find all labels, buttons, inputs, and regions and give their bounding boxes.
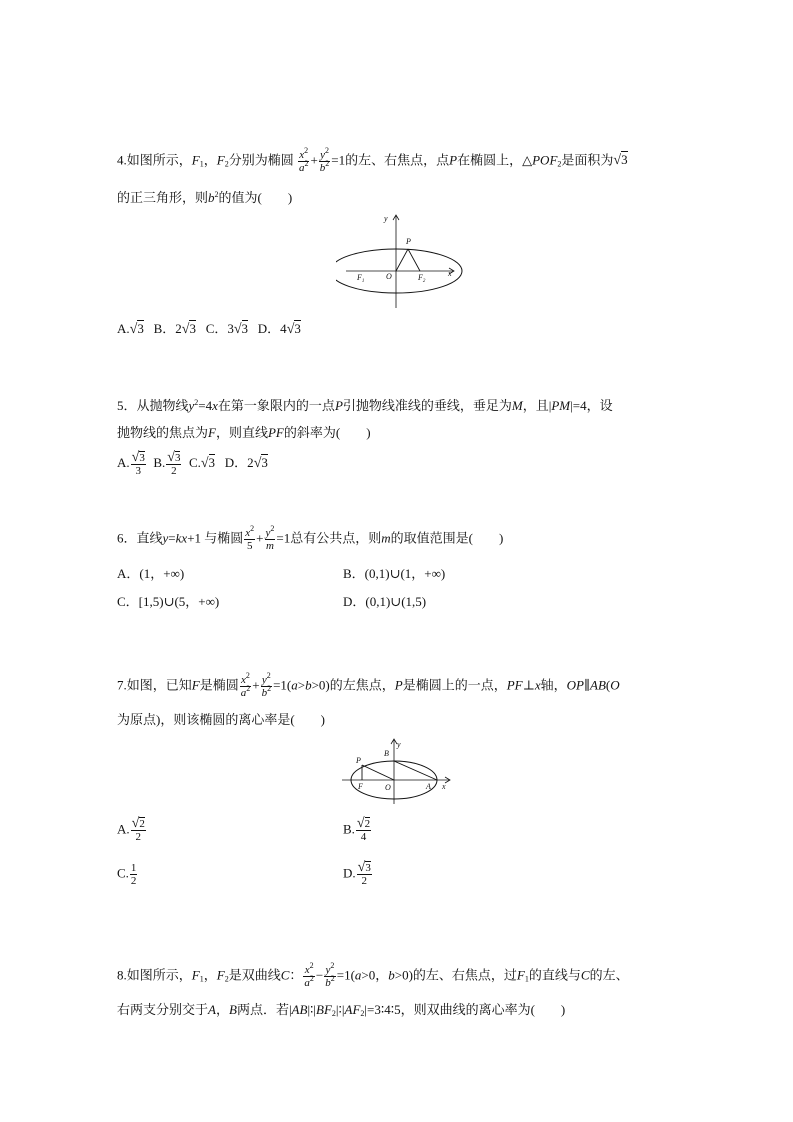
q4-frac-y: $\frac{y^2}{b^2}$ bbox=[319, 146, 330, 174]
q4-line1: 4.如图所示，$F_1$，$F_2$分别为椭圆 $\frac{x^2}{a^2}$ + $\frac{y^2}{b^2}$ =1的左、右焦点，点P在椭圆上，$\triangle POF_2$是面积为√3 bbox=[117, 146, 628, 174]
fig7-F-label: F bbox=[358, 782, 363, 791]
fig7-B-label: B bbox=[384, 749, 389, 758]
q5-option-a[interactable]: A. $\frac{√3}{3}$ bbox=[117, 450, 145, 477]
q6-option-d[interactable]: D．(0,1)∪(1,5) bbox=[343, 594, 427, 609]
fig7-x-label: x bbox=[442, 782, 446, 791]
q7-option-b[interactable]: B. $\frac{√2}{4}$ bbox=[343, 816, 371, 843]
q8-line1: 8.如图所示，$F_1$，$F_2$是双曲线C： $\frac{x^2}{a^2}$ − $\frac{y^2}{b^2}$ =1(a>0，b>0)的左、右焦点，过$F_1$的直线与C的左、 bbox=[117, 961, 629, 989]
q4-line2: 的正三角形，则$b^2$的值为( ) bbox=[117, 190, 293, 205]
q5-line2: 抛物线的焦点为F，则直线PF的斜率为( ) bbox=[117, 425, 371, 440]
fig4-y-label: y bbox=[384, 214, 388, 223]
q7-ellipse-figure bbox=[340, 737, 455, 807]
fig7-y-label: y bbox=[397, 740, 401, 749]
q6-option-a[interactable]: A．(1，+∞) bbox=[117, 566, 185, 581]
q5-option-c[interactable]: C.√3 bbox=[188, 455, 216, 472]
q5-option-d[interactable]: D．2√3 bbox=[224, 455, 268, 472]
q4-option-d[interactable]: D．4√3 bbox=[257, 321, 301, 337]
fig4-x-label: x bbox=[448, 269, 452, 278]
q7-line1: 7.如图，已知F是椭圆 $\frac{x^2}{a^2}$ + $\frac{y^2}{b^2}$ =1(a>b>0)的左焦点，P是椭圆上的一点，PF⊥x轴，OP∥AB(O bbox=[117, 671, 620, 699]
q6-line1: 6．直线y=kx+1 与椭圆 $\frac{x^2}{5}$ + $\frac{y^2}{m}$ =1总有公共点，则m的取值范围是( ) bbox=[117, 524, 504, 552]
sqrt-3: √3 bbox=[613, 152, 628, 169]
q5-line1: 5．从抛物线$y^2=4x$在第一象限内的一点P引抛物线准线的垂线，垂足为M，且|PM|=4，设 bbox=[117, 398, 613, 413]
q5-option-b[interactable]: B. $\frac{√3}{2}$ bbox=[153, 450, 181, 477]
q8-line2: 右两支分别交于A，B两点．若$|AB|∶|BF_2|∶|AF_2|=3∶4∶5$，则双曲线的离心率为( ) bbox=[117, 1002, 566, 1018]
fig7-O-label: O bbox=[385, 783, 391, 792]
fig4-F2-label: $F_2$ bbox=[418, 273, 426, 284]
fig4-P-label: P bbox=[406, 237, 411, 246]
q6-option-c[interactable]: C．[1,5)∪(5，+∞) bbox=[117, 594, 220, 609]
q4-ellipse-figure bbox=[336, 210, 466, 315]
q5-options bbox=[117, 452, 268, 477]
q4-options bbox=[117, 320, 301, 339]
q4-option-c[interactable]: C．3√3 bbox=[205, 321, 249, 337]
q7-option-a[interactable]: A. $\frac{√2}{2}$ bbox=[117, 816, 145, 843]
fig7-A-label: A bbox=[426, 782, 431, 791]
fig7-P-label: P bbox=[356, 756, 361, 765]
q6-option-b[interactable]: B．(0,1)∪(1，+∞) bbox=[343, 566, 446, 581]
fig4-F1-label: $F_1$ bbox=[357, 273, 365, 284]
q7-option-c[interactable]: C. $\frac{1}{2}$ bbox=[117, 862, 137, 887]
q7-line2: 为原点)，则该椭圆的离心率是( ) bbox=[117, 712, 325, 727]
q4-frac-x: $\frac{x^2}{a^2}$ bbox=[298, 146, 309, 174]
q7-option-d[interactable]: D. $\frac{√3}{2}$ bbox=[343, 860, 371, 887]
fig4-O-label: O bbox=[386, 272, 392, 281]
q4-option-b[interactable]: B．2√3 bbox=[153, 321, 196, 337]
q4-option-a[interactable]: A.√3 bbox=[117, 321, 144, 337]
